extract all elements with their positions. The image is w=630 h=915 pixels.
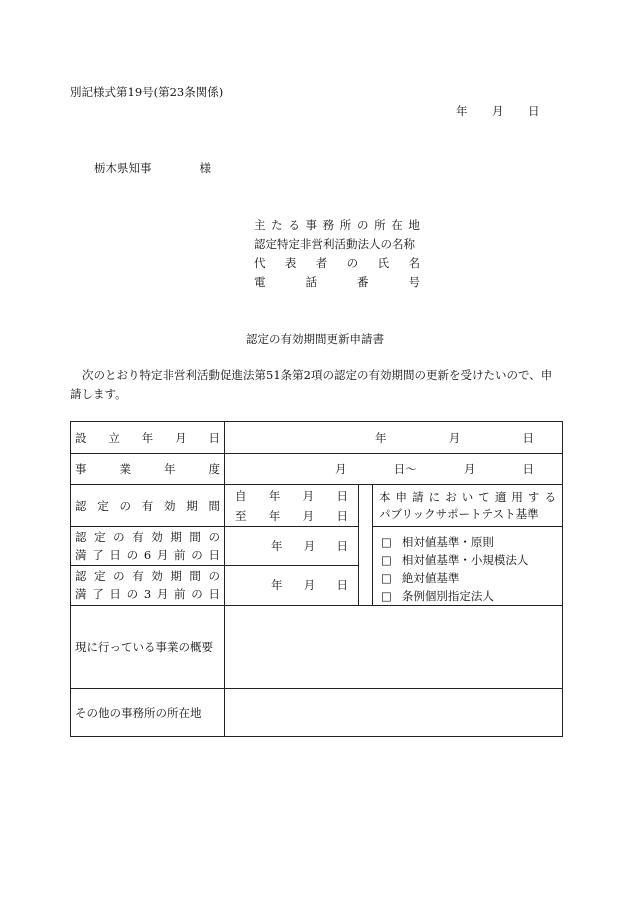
establishment-date-label: 設 立 年 月 日 [71, 422, 225, 454]
six-months-before-row [71, 527, 563, 566]
validity-period-label: 認 定 の 有 効 期 間 [71, 485, 225, 527]
public-support-test-options [373, 527, 563, 606]
form-number-label: 別記様式第19号(第23条関係) [70, 85, 224, 99]
current-business-label: 現に行っている事業の概要 [71, 606, 225, 689]
validity-period-field[interactable] [225, 485, 359, 527]
public-support-test-heading: 本 申 請 に お い て 適 用 す る パブリックサポートテスト基準 [373, 485, 563, 527]
validity-period-row [71, 485, 563, 527]
applicant-representative-label: 代 表 者 の 氏 名 [254, 256, 420, 270]
application-form-table [70, 421, 563, 737]
applicant-phone-label: 電 話 番 号 [254, 275, 420, 289]
applicant-office-location-label: 主 た る 事 務 所 の 所 在 地 [254, 218, 420, 232]
date-day-label: 日 [528, 104, 540, 118]
addressee [94, 160, 211, 176]
three-months-before-label: 認 定 の 有 効 期 間 の 満 了 日 の 3 月 前 の 日 [71, 565, 225, 605]
option-relative-small[interactable]: □ 相対値基準・小規模法人 [381, 553, 529, 567]
other-offices-field[interactable] [225, 689, 563, 737]
six-months-before-label: 認 定 の 有 効 期 間 の 満 了 日 の 6 月 前 の 日 [71, 527, 225, 566]
spacer-cell [359, 527, 373, 606]
other-offices-label: その他の事務所の所在地 [71, 689, 225, 737]
checkbox-icon[interactable]: □ [381, 535, 392, 549]
document-title: 認定の有効期間更新申請書 [246, 332, 384, 346]
establishment-date-field[interactable]: 年 月 日 [225, 422, 563, 454]
fiscal-year-row [71, 454, 563, 485]
checkbox-icon[interactable]: □ [381, 553, 392, 567]
addressee-honorific: 様 [199, 161, 211, 175]
addressee-name: 栃木県知事 [94, 161, 152, 175]
validity-to-line: 至 年 月 日 [235, 508, 348, 523]
checkbox-icon[interactable]: □ [381, 589, 392, 603]
other-offices-row [71, 689, 563, 737]
current-business-field[interactable] [225, 606, 563, 689]
validity-from-line: 自 年 月 日 [235, 488, 348, 503]
date-month-label: 月 [492, 104, 504, 118]
application-statement: 次のとおり特定非営利活動促進法第51条第2項の認定の有効期間の更新を受けたいので、申請します。 [70, 368, 553, 401]
option-relative-principle[interactable]: □ 相対値基準・原則 [381, 535, 494, 549]
spacer-cell [359, 485, 373, 527]
applicant-corp-name-label: 認定特定非営利活動法人の名称 [254, 237, 415, 251]
fiscal-year-field[interactable]: 月 日～ 月 日 [225, 454, 563, 485]
six-months-before-field[interactable]: 年 月 日 [225, 527, 359, 566]
three-months-before-field[interactable]: 年 月 日 [225, 565, 359, 605]
current-business-row [71, 606, 563, 689]
fiscal-year-label: 事 業 年 度 [71, 454, 225, 485]
checkbox-icon[interactable]: □ [381, 571, 392, 585]
establishment-date-row [71, 422, 563, 454]
option-ordinance-designated[interactable]: □ 条例個別指定法人 [381, 589, 494, 603]
option-absolute[interactable]: □ 絶対値基準 [381, 571, 460, 585]
date-year-label: 年 [456, 104, 468, 118]
